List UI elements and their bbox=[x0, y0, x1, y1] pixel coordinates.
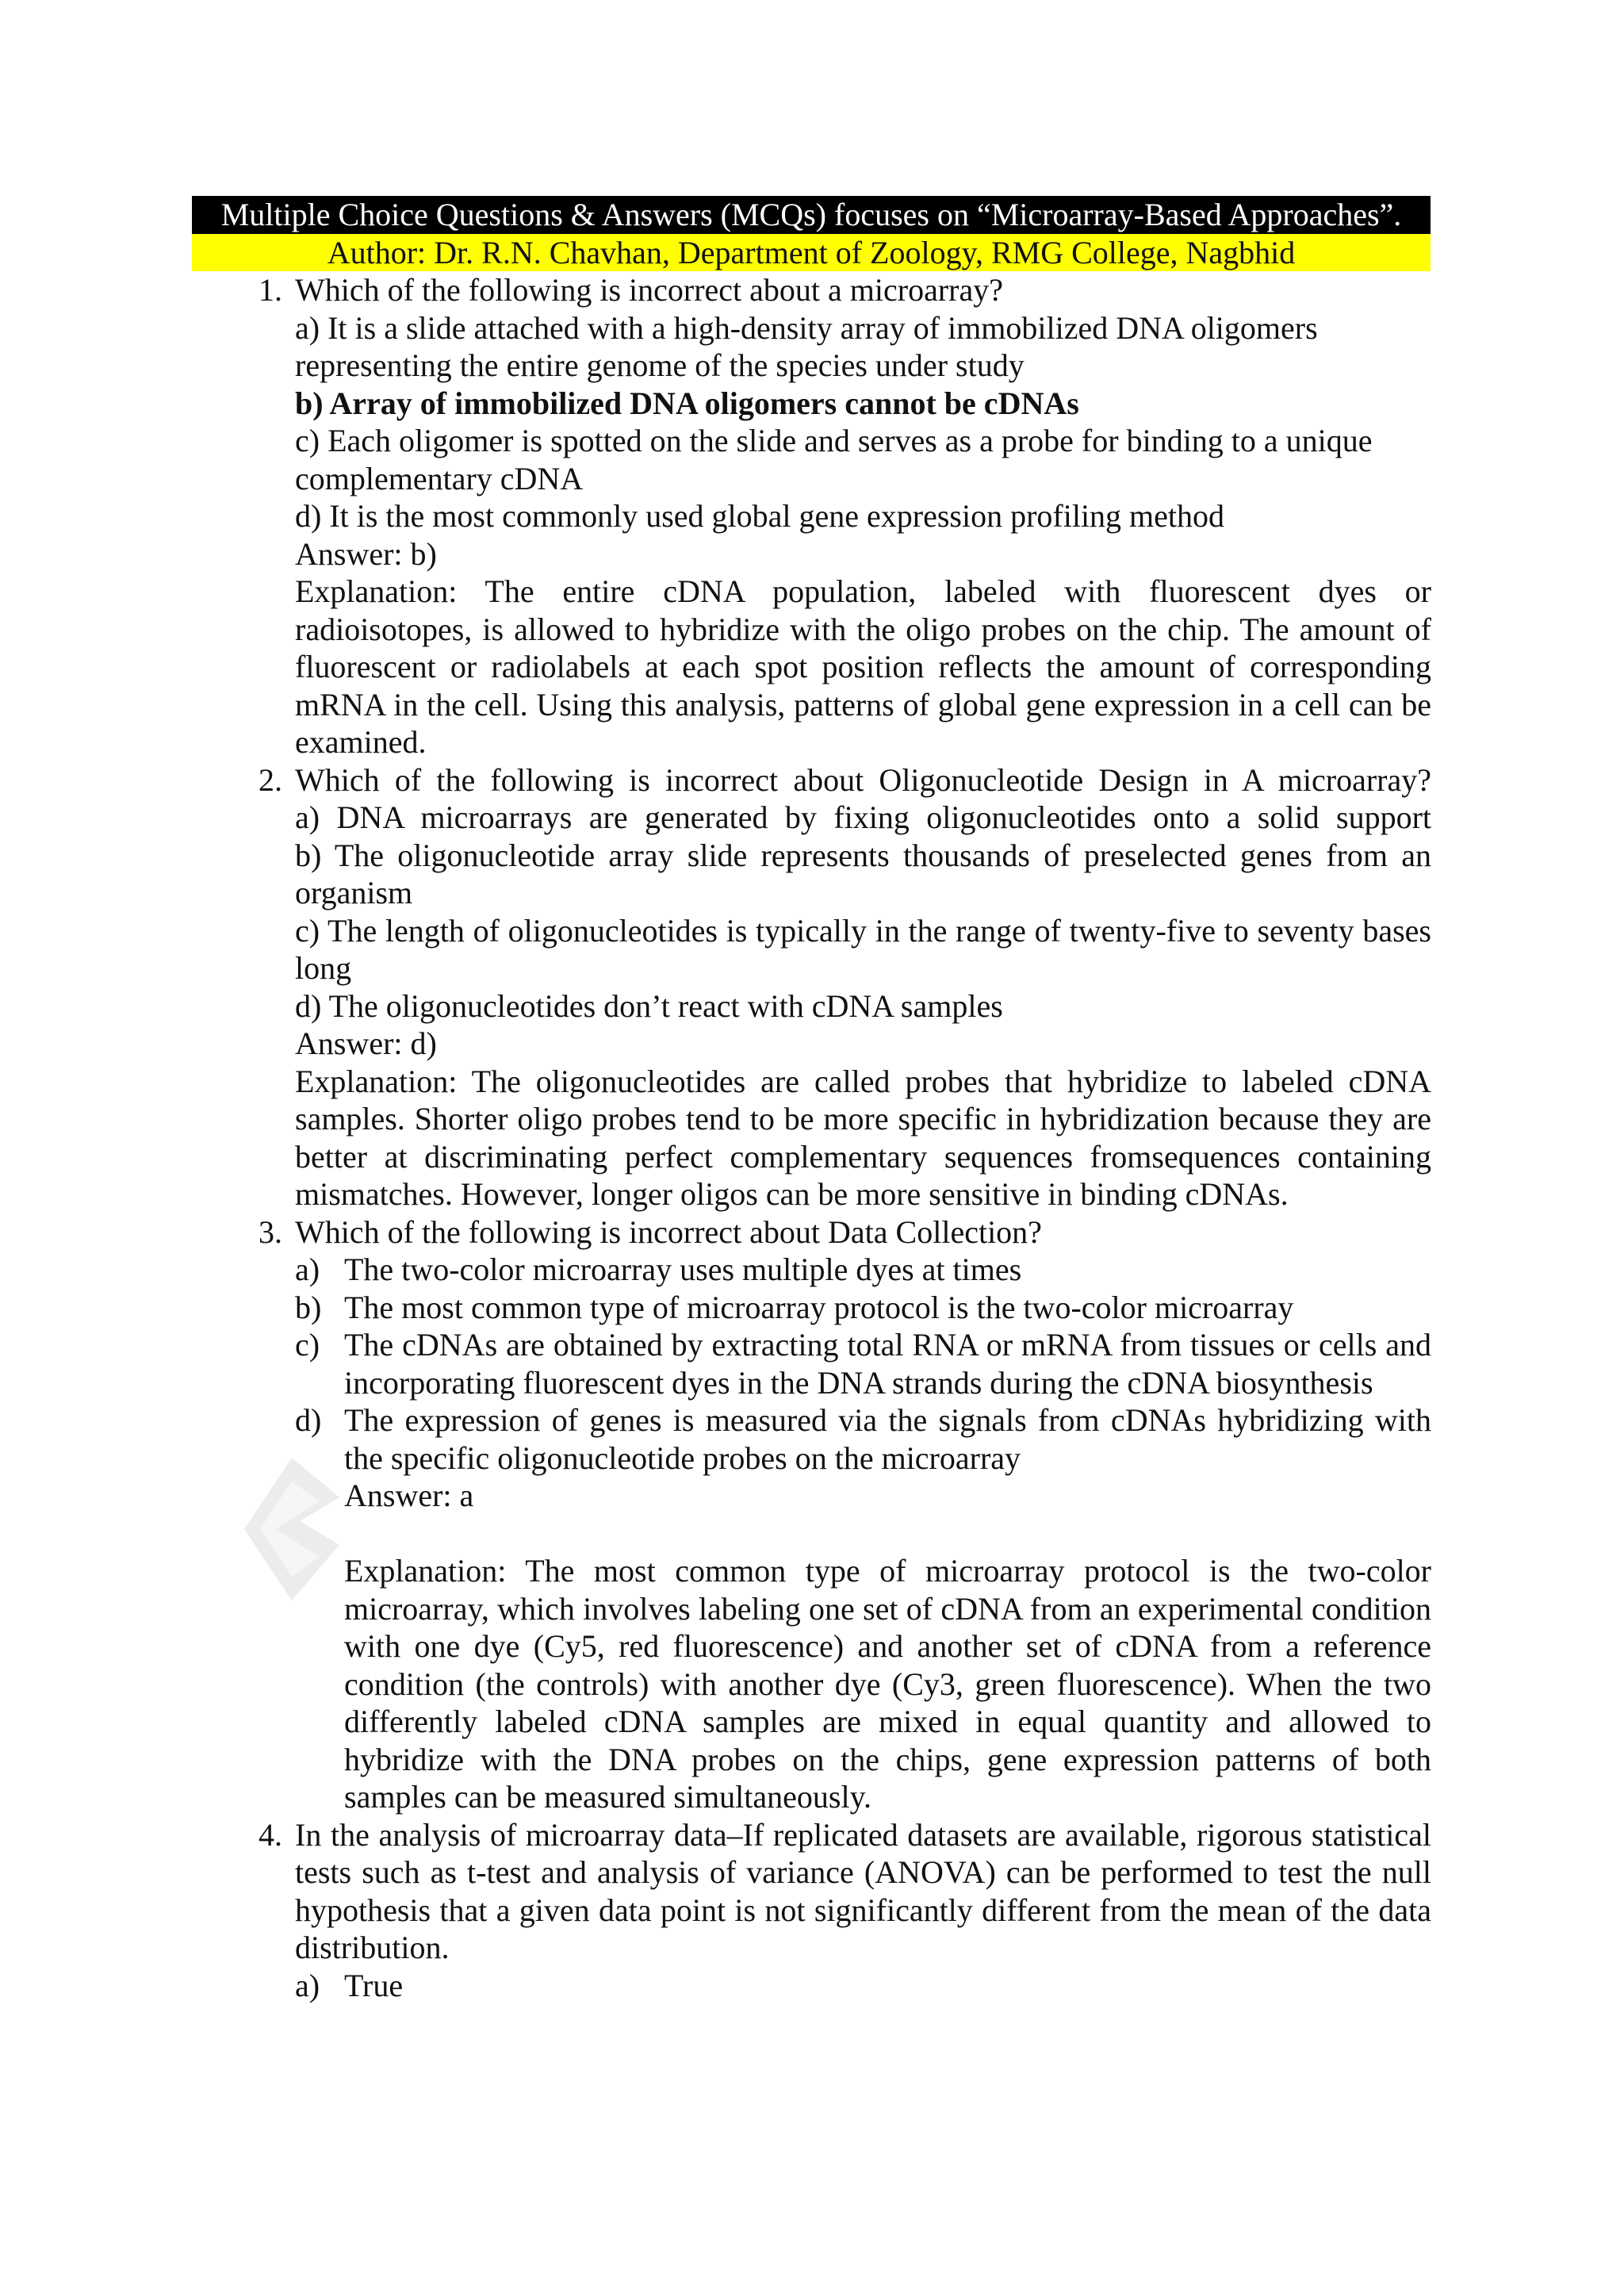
question-4 bbox=[238, 1816, 1431, 2005]
option-text: The most common type of microarray protocol is the two-color microarray bbox=[344, 1289, 1294, 1325]
option-text: The cDNAs are obtained by extracting total RNA or mRNA from tissues or cells and incorporating fluorescent dyes in the DNA strands during the cDNA biosynthesis bbox=[344, 1327, 1431, 1401]
option-label: a) bbox=[295, 1967, 320, 2003]
explanation: Explanation: The oligonucleotides are called probes that hybridize to labeled cDNA samples. Shorter oligo probes tend to be more specific in hybridization because they are better at discriminating perfect complementary sequences fromsequences containing mismatches. However, longer oligos can be more sensitive in binding cDNAs. bbox=[295, 1063, 1431, 1212]
explanation: Explanation: The entire cDNA population, labeled with fluorescent dyes or radioisotopes, is allowed to hybridize with the oligo probes on the chip. The amount of fluorescent or radiolabels at each spot position reflects the amount of corresponding mRNA in the cell. Using this analysis, patterns of global gene expression in a cell can be examined. bbox=[295, 573, 1431, 760]
option-text: True bbox=[344, 1967, 404, 2003]
option-label: a) bbox=[295, 1251, 320, 1287]
question-number: 2. bbox=[259, 761, 282, 798]
question-text: In the analysis of microarray data–If replicated datasets are available, rigorous statistical tests such as t-test and analysis of variance (ANOVA) can be performed to test the null hypothesis that a given data point is not significantly different from the mean of the data distribution. bbox=[295, 1816, 1431, 1965]
blank-line bbox=[344, 1515, 1431, 1553]
question-text: Which of the following is incorrect about a microarray? bbox=[295, 272, 1003, 308]
option-c bbox=[295, 1326, 1431, 1401]
question-3 bbox=[238, 1213, 1431, 1816]
option-a bbox=[295, 1967, 1431, 2005]
option-label: c) bbox=[295, 1327, 320, 1363]
question-number: 3. bbox=[259, 1213, 282, 1250]
question-number: 4. bbox=[259, 1816, 282, 1853]
option-a: a) DNA microarrays are generated by fixing oligonucleotides onto a solid support bbox=[295, 799, 1431, 835]
explanation: Explanation: The most common type of microarray protocol is the two-color microarray, which involves labeling one set of cDNA from an experimental condition with one dye (Cy5, red fluorescence) and another set of cDNA from a reference condition (the controls) with another dye (Cy3, green fluorescence). When the two differently labeled cDNA samples are mixed in equal quantity and allowed to hybridize with the DNA probes on the chips, gene expression patterns of both samples can be measured simultaneously. bbox=[344, 1553, 1431, 1815]
question-1 bbox=[238, 271, 1431, 761]
question-2 bbox=[238, 761, 1431, 1213]
answer: Answer: a bbox=[344, 1478, 474, 1513]
option-b: b) The oligonucleotide array slide represents thousands of preselected genes from an organism bbox=[295, 837, 1431, 910]
option-d bbox=[295, 1401, 1431, 1816]
page-title: Multiple Choice Questions & Answers (MCQs) focuses on “Microarray-Based Approaches”. bbox=[192, 196, 1431, 234]
option-text: The expression of genes is measured via the signals from cDNAs hybridizing with the specific oligonucleotide probes on the microarray bbox=[344, 1402, 1431, 1476]
author-line: Author: Dr. R.N. Chavhan, Department of Zoology, RMG College, Nagbhid bbox=[192, 234, 1431, 271]
option-c: c) The length of oligonucleotides is typically in the range of twenty-five to seventy bases long bbox=[295, 912, 1431, 986]
answer: Answer: d) bbox=[295, 1025, 437, 1061]
question-text: Which of the following is incorrect about Data Collection? bbox=[295, 1213, 1042, 1250]
option-label: b) bbox=[295, 1289, 322, 1325]
option-a bbox=[295, 1251, 1431, 1289]
mcq-content bbox=[238, 271, 1431, 2004]
option-text: The two-color microarray uses multiple dyes at times bbox=[344, 1251, 1022, 1287]
option-a: a) It is a slide attached with a high-density array of immobilized DNA oligomers representing the entire genome of the species under study bbox=[295, 309, 1318, 383]
option-d: d) It is the most commonly used global gene expression profiling method bbox=[295, 498, 1225, 534]
option-c: c) Each oligomer is spotted on the slide and serves as a probe for binding to a unique complementary cDNA bbox=[295, 423, 1373, 496]
option-d: d) The oligonucleotides don’t react with cDNA samples bbox=[295, 987, 1003, 1024]
option-b-correct: b) Array of immobilized DNA oligomers cannot be cDNAs bbox=[295, 385, 1079, 421]
question-text: Which of the following is incorrect about Oligonucleotide Design in A microarray? bbox=[295, 761, 1431, 798]
option-label: d) bbox=[295, 1402, 322, 1438]
question-number: 1. bbox=[259, 272, 282, 308]
answer: Answer: b) bbox=[295, 535, 437, 572]
option-b bbox=[295, 1289, 1431, 1327]
